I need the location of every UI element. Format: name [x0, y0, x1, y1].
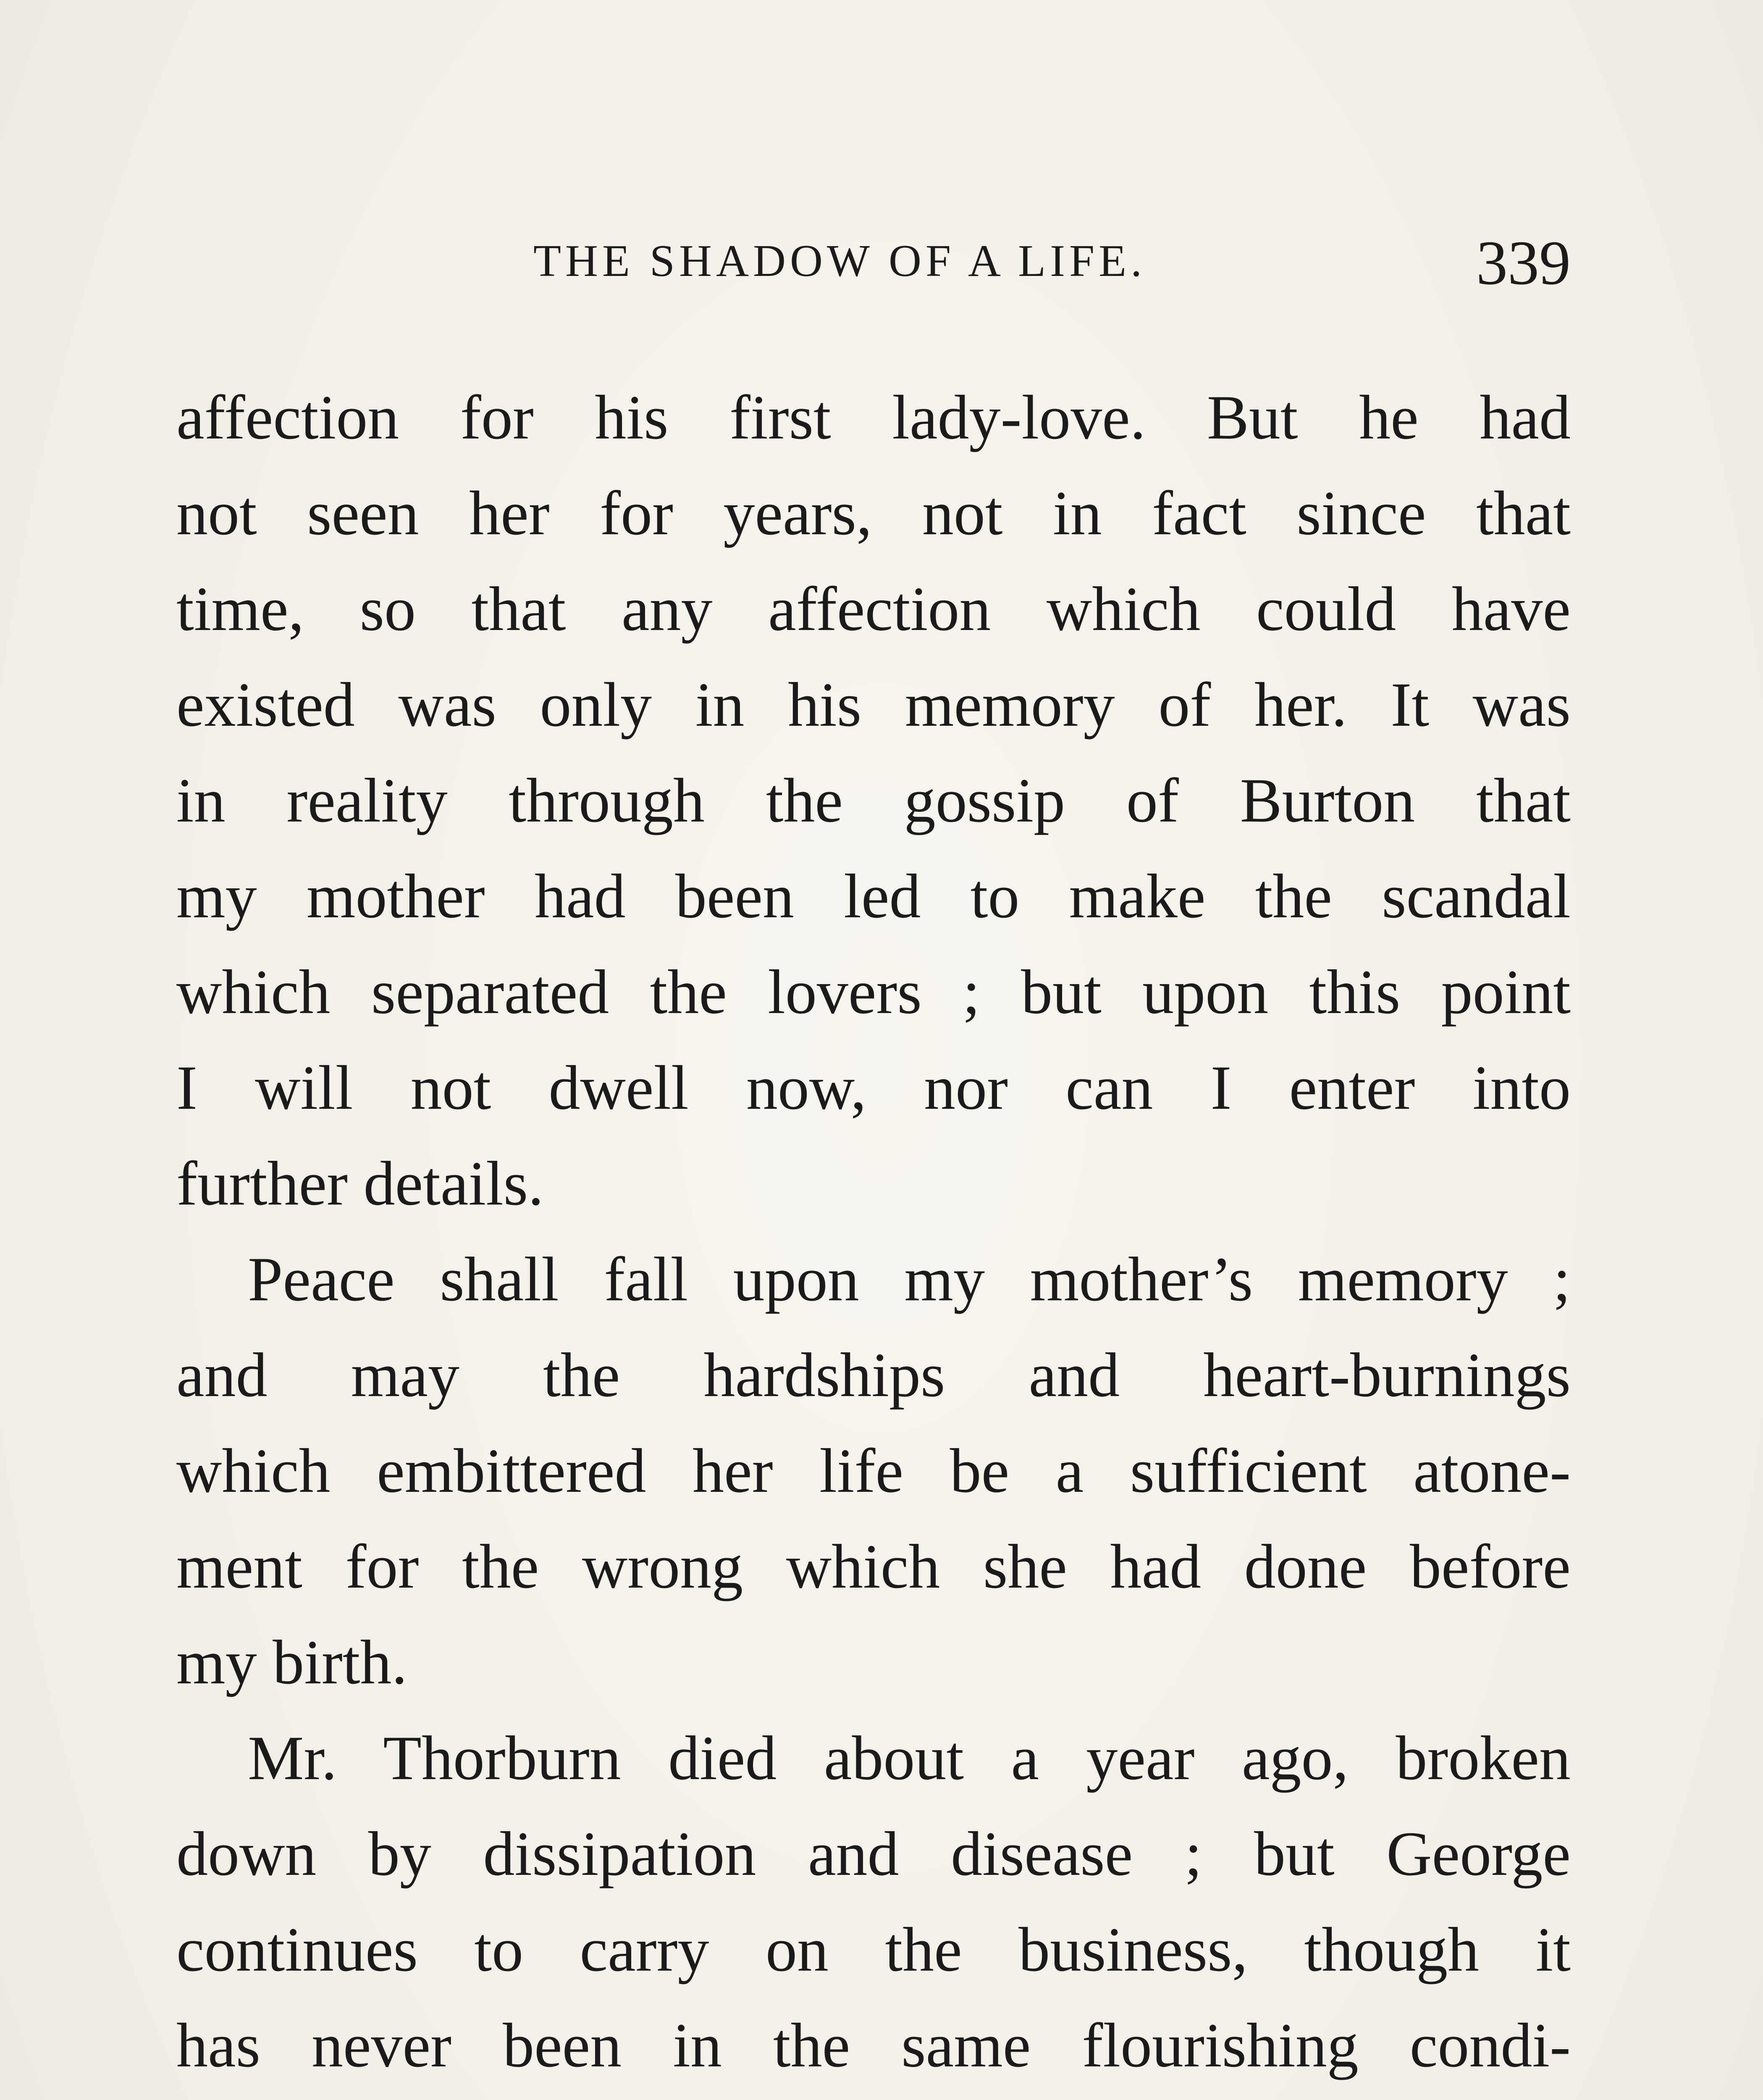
text-line: I will not dwell now, nor can I enter into: [176, 1053, 1571, 1123]
text-line: in reality through the gossip of Burton that: [176, 766, 1571, 835]
text-line: affection for his first lady-love. But he had: [176, 383, 1571, 452]
text-line: further details.: [176, 1149, 544, 1218]
text-line: Peace shall fall upon my mother’s memory ;: [248, 1244, 1571, 1314]
text-line: my mother had been led to make the scandal: [176, 861, 1571, 931]
page-number: 339: [1476, 228, 1571, 298]
text-line: and may the hardships and heart-burnings: [176, 1340, 1571, 1410]
text-line: existed was only in his memory of her. It was: [176, 670, 1571, 740]
text-line: which embittered her life be a sufficient atone-: [176, 1436, 1571, 1506]
text-line: continues to carry on the business, though it: [176, 1915, 1571, 1984]
running-head: THE SHADOW OF A LIFE.: [533, 236, 1146, 286]
text-line: time, so that any affection which could have: [176, 574, 1571, 644]
text-line: Mr. Thorburn died about a year ago, broken: [248, 1723, 1571, 1793]
text-line: which separated the lovers ; but upon this point: [176, 957, 1571, 1027]
text-line: [176, 2093, 1571, 2100]
text-line: not seen her for years, not in fact since that: [176, 478, 1571, 548]
text-line: my birth.: [176, 1628, 407, 1697]
text-line: ment for the wrong which she had done before: [176, 1532, 1571, 1601]
text-line: down by dissipation and disease ; but George: [176, 1819, 1571, 1889]
text-line: has never been in the same flourishing condi-: [176, 2011, 1571, 2080]
body-text: [176, 370, 1571, 2100]
